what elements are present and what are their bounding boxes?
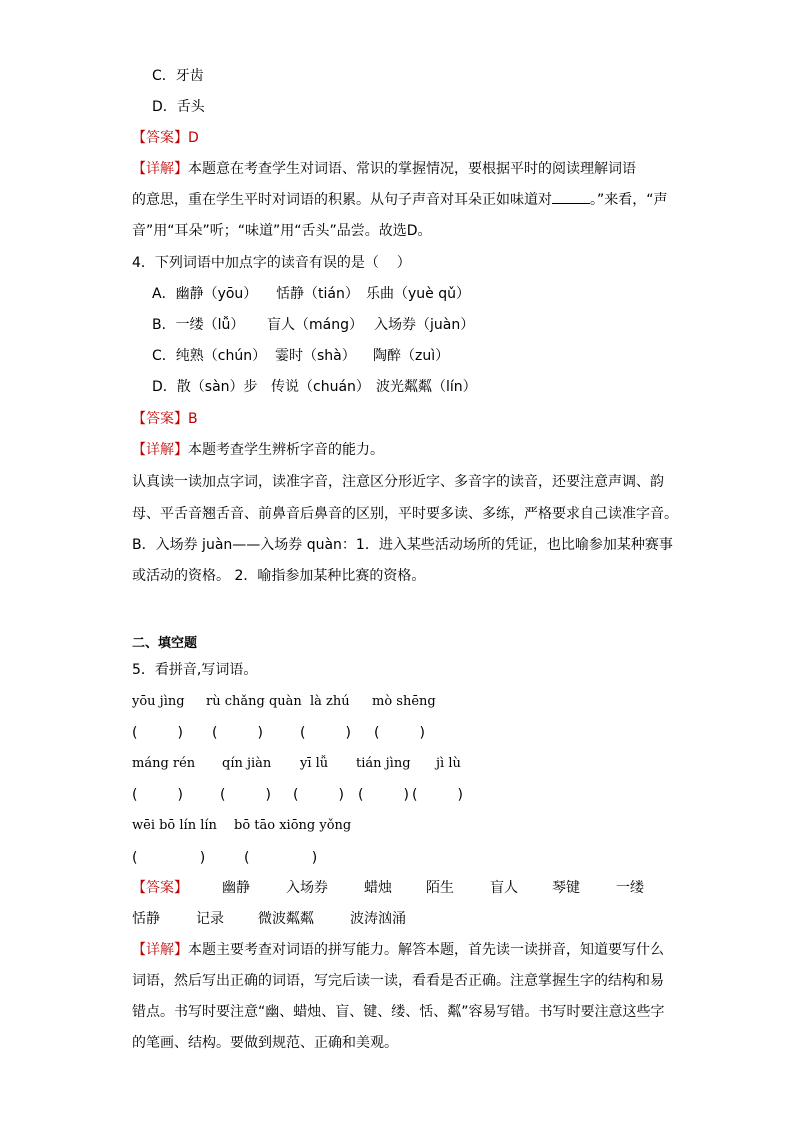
q3-detail-line-2 bbox=[132, 190, 668, 210]
answer-tag: 【答案】 bbox=[132, 411, 188, 427]
q4-option-c-3: 陶醉（zuì） bbox=[373, 348, 450, 364]
fill-blank bbox=[552, 191, 590, 204]
q4-answer bbox=[132, 409, 198, 429]
answer-word: 陌生 bbox=[426, 880, 454, 896]
q4-detail-line-4: B．入场券 juàn——入场券 quàn：1．进入某些活动场所的凭证，也比喻参加某种赛事 bbox=[132, 537, 673, 553]
q4-detail-line-3: 母、平舌音翘舌音、前鼻音后鼻音的区别，平时要多读、多练，严格要求自己读准字音。 bbox=[132, 506, 678, 522]
detail-text: 本题主要考查对词语的拼写能力。解答本题，首先读一读拼音，知道要写什么 bbox=[188, 942, 664, 958]
q3-option-d: D．舌头 bbox=[152, 99, 205, 115]
answer-bracket: ( ) bbox=[132, 725, 183, 741]
answer-word: 波涛汹涌 bbox=[350, 911, 406, 927]
q4-detail-line-1 bbox=[132, 440, 384, 460]
answer-word: 蜡烛 bbox=[364, 880, 392, 896]
answer-bracket: ( ) bbox=[293, 787, 344, 803]
answer-word: 恬静 bbox=[132, 911, 160, 927]
q5-detail-line-3: 错点。书写时要注意“幽、蜡烛、盲、键、缕、恬、粼”容易写错。书写时要注意这些字 bbox=[132, 1004, 665, 1020]
pinyin: qín jiàn bbox=[222, 756, 272, 771]
q4-option-b-1: B．一缕（lǚ） bbox=[152, 317, 245, 333]
q3-detail-line-1 bbox=[132, 159, 636, 179]
pinyin: mò shēng bbox=[372, 694, 436, 709]
q4-stem: 4．下列词语中加点字的读音有误的是（ ） bbox=[132, 255, 411, 271]
answer-bracket: ( ) bbox=[132, 787, 183, 803]
q4-detail-line-5: 或活动的资格。 2．喻指参加某种比赛的资格。 bbox=[132, 568, 426, 584]
pinyin: tián jìng bbox=[356, 756, 411, 771]
q4-option-a-1: A．幽静（yōu） bbox=[152, 286, 258, 302]
detail-text: 的意思，重在学生平时对词语的积累。从句子声音对耳朵正如味道对 bbox=[132, 192, 552, 208]
q4-option-a-2: 恬静（tián） bbox=[276, 286, 359, 302]
answer-bracket: ( ) bbox=[374, 725, 425, 741]
q4-option-a-3: 乐曲（yuè qǔ） bbox=[366, 286, 470, 302]
q4-option-c-1: C．纯熟（chún） bbox=[152, 348, 267, 364]
pinyin: là zhú bbox=[310, 694, 350, 709]
answer-word: 微波粼粼 bbox=[258, 911, 314, 927]
q4-option-b-2: 盲人（máng） bbox=[267, 317, 363, 333]
pinyin: yōu jìng bbox=[132, 694, 185, 709]
q5-detail-line-2: 词语，然后写出正确的词语，写完后读一读，看看是否正确。注意掌握生字的结构和易 bbox=[132, 973, 664, 989]
answer-value: B bbox=[188, 411, 198, 427]
q3-detail-line-3: 音”用“耳朵”听；“味道”用“舌头”品尝。故选D。 bbox=[132, 223, 432, 239]
q4-option-c-2: 霎时（shà） bbox=[275, 348, 356, 364]
answer-value: D bbox=[188, 130, 199, 146]
pinyin: jì lù bbox=[436, 756, 461, 771]
q5-detail-line-1 bbox=[132, 940, 664, 960]
answer-bracket: ( ) bbox=[412, 787, 463, 803]
answer-word: 一缕 bbox=[616, 880, 644, 896]
q3-option-c: C．牙齿 bbox=[152, 68, 204, 84]
answer-bracket: ( ) bbox=[220, 787, 271, 803]
pinyin: rù chǎng quàn bbox=[206, 694, 302, 709]
answer-tag: 【答案】 bbox=[132, 880, 188, 896]
detail-tag: 【详解】 bbox=[132, 442, 188, 458]
detail-text: 本题考查学生辨析字音的能力。 bbox=[188, 442, 384, 458]
q4-option-b-3: 入场券（juàn） bbox=[374, 317, 475, 333]
pinyin: máng rén bbox=[132, 756, 196, 771]
answer-bracket: ( ) bbox=[212, 725, 263, 741]
q5-detail-line-4: 的笔画、结构。要做到规范、正确和美观。 bbox=[132, 1035, 398, 1051]
answer-word: 幽静 bbox=[222, 880, 250, 896]
answer-bracket: ( ) bbox=[132, 850, 206, 866]
answer-tag: 【答案】 bbox=[132, 130, 188, 146]
detail-tag: 【详解】 bbox=[132, 942, 188, 958]
pinyin: bō tāo xiōng yǒng bbox=[234, 818, 352, 833]
answer-bracket: ( ) bbox=[244, 850, 318, 866]
q4-option-d-1: D．散（sàn）步 bbox=[152, 379, 258, 395]
answer-word: 盲人 bbox=[490, 880, 518, 896]
section-title: 二、填空题 bbox=[132, 636, 198, 651]
pinyin: wēi bō lín lín bbox=[132, 818, 217, 833]
detail-tag: 【详解】 bbox=[132, 161, 188, 177]
answer-bracket: ( ) bbox=[300, 725, 351, 741]
q3-answer bbox=[132, 128, 199, 148]
answer-bracket: ( ) bbox=[358, 787, 409, 803]
q5-stem: 5．看拼音,写词语。 bbox=[132, 662, 258, 678]
detail-text-end: 。”来看，“声 bbox=[590, 192, 668, 208]
q4-detail-line-2: 认真读一读加点字词，读准字音，注意区分形近字、多音字的读音，还要注意声调、韵 bbox=[132, 474, 664, 490]
answer-word: 入场券 bbox=[286, 880, 328, 896]
pinyin: yī lǚ bbox=[300, 756, 329, 771]
q4-option-d-3: 波光粼粼（lín） bbox=[376, 379, 477, 395]
answer-word: 记录 bbox=[196, 911, 224, 927]
answer-word: 琴键 bbox=[552, 880, 580, 896]
detail-text: 本题意在考查学生对词语、常识的掌握情况，要根据平时的阅读理解词语 bbox=[188, 161, 636, 177]
q4-option-d-2: 传说（chuán） bbox=[271, 379, 370, 395]
